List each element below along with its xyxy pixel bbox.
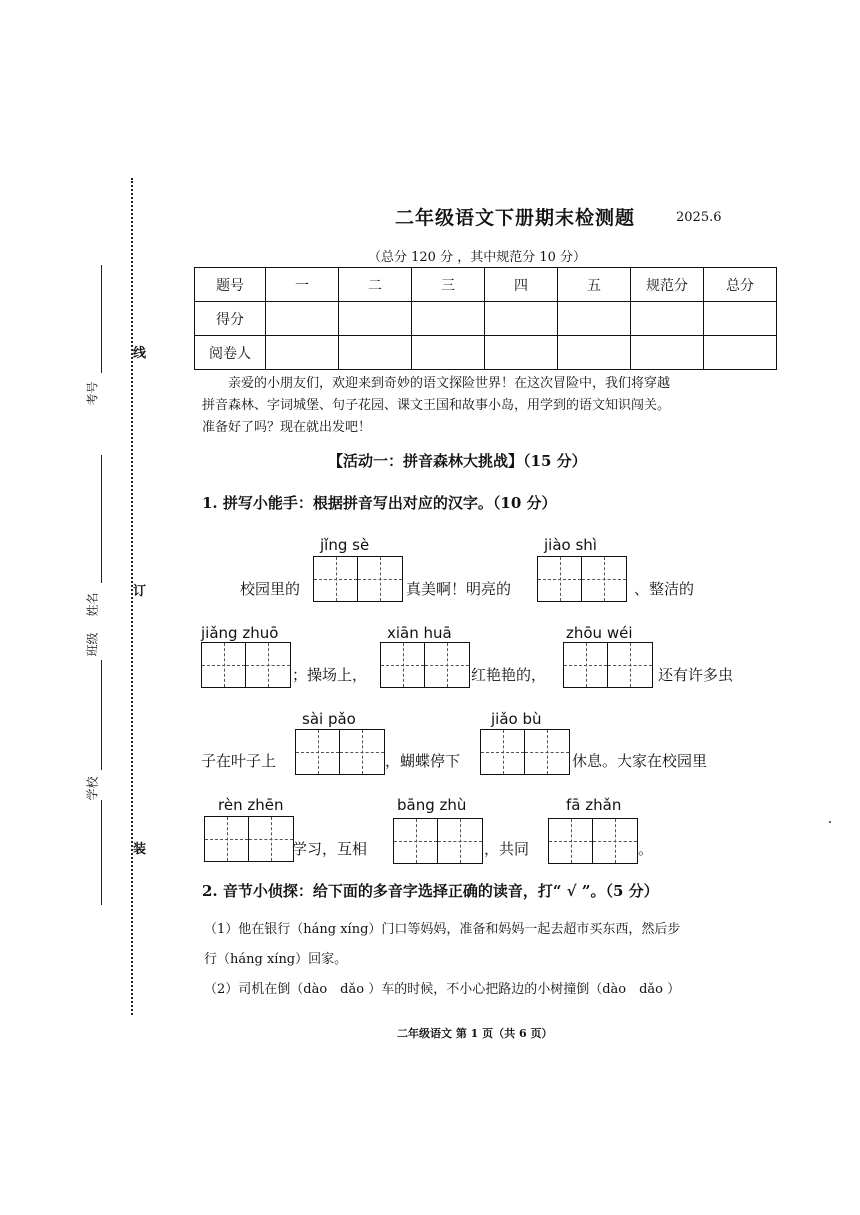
grader-cell[interactable]: [558, 336, 631, 370]
exam-number-field[interactable]: [101, 265, 102, 373]
intro-line: 亲爱的小朋友们，欢迎来到奇妙的语文探险世界！在这次冒险中，我们将穿越: [228, 376, 671, 391]
answer-grid-zhouwei[interactable]: [563, 642, 653, 688]
sentence-text: 还有许多虫: [658, 666, 734, 684]
sentence-text: ；操场上，: [292, 666, 368, 684]
class-field[interactable]: [101, 660, 102, 770]
pinyin-label: jiǎng zhuō: [201, 624, 279, 642]
answer-grid-xianhua[interactable]: [380, 642, 470, 688]
question-2-title: 2. 音节小侦探：给下面的多音字选择正确的读音，打“ √ ”。（5 分）: [202, 882, 659, 900]
score-cell[interactable]: [412, 302, 485, 336]
score-table-header-row: [195, 268, 777, 302]
school-label: 学校: [85, 776, 100, 801]
table-header-cell: 题号: [195, 268, 266, 302]
binding-mark-zhuang: 装: [133, 842, 147, 857]
scan-speck: [829, 821, 831, 823]
score-table-row: [195, 302, 777, 336]
grader-cell[interactable]: [266, 336, 339, 370]
table-header-cell: 四: [485, 268, 558, 302]
grader-cell[interactable]: [485, 336, 558, 370]
sentence-text: 休息。大家在校园里: [572, 752, 708, 770]
question-2-item-2: （2）司机在倒（dào dǎo ）车的时候，不小心把路边的小树撞倒（dào dǎo ）: [204, 982, 681, 997]
grader-cell[interactable]: [704, 336, 777, 370]
score-cell[interactable]: [704, 302, 777, 336]
answer-grid-fazhan[interactable]: [548, 818, 638, 864]
answer-grid-jiaobu[interactable]: [480, 729, 570, 775]
sentence-text: 学习，互相: [292, 840, 368, 858]
pinyin-label: xiān huā: [387, 624, 452, 642]
pinyin-label: jiǎo bù: [491, 710, 542, 728]
answer-grid-bangzhu[interactable]: [393, 818, 483, 864]
sentence-text: 子在叶子上: [201, 752, 277, 770]
answer-grid-jiaoshi[interactable]: [537, 556, 627, 602]
pinyin-label: sài pǎo: [302, 710, 356, 728]
score-cell[interactable]: [485, 302, 558, 336]
sentence-text: 红艳艳的，: [471, 666, 547, 684]
binding-mark-ding: 订: [133, 584, 147, 599]
grader-cell[interactable]: [631, 336, 704, 370]
pinyin-label: fā zhǎn: [566, 796, 622, 814]
question-2-item-1: （1）他在银行（háng xíng）门口等妈妈，准备和妈妈一起去超市买东西，然后步: [204, 922, 681, 937]
table-header-cell: 二: [339, 268, 412, 302]
table-header-cell: 三: [412, 268, 485, 302]
question-2-item-1-cont: 行（háng xíng）回家。: [204, 952, 348, 967]
table-header-cell: 一: [266, 268, 339, 302]
pinyin-label: bāng zhù: [397, 796, 467, 814]
answer-grid-saipao[interactable]: [295, 729, 385, 775]
pinyin-label: jiào shì: [544, 536, 597, 554]
score-cell[interactable]: [558, 302, 631, 336]
page-footer: 二年级语文 第 1 页（共 6 页）: [397, 1027, 553, 1040]
grader-cell[interactable]: [339, 336, 412, 370]
exam-number-label: 考号: [85, 381, 100, 406]
sentence-text: ，蝴蝶停下: [385, 752, 461, 770]
score-subtitle: （总分 120 分 ，其中规范分 10 分）: [368, 250, 587, 265]
table-header-cell: 总分: [704, 268, 777, 302]
sentence-text: ，共同: [484, 840, 530, 858]
exam-date: 2025.6: [676, 210, 722, 225]
grader-cell[interactable]: [412, 336, 485, 370]
school-field[interactable]: [101, 800, 102, 905]
binding-mark-xian: 线: [133, 346, 147, 361]
pinyin-label: jǐng sè: [320, 536, 370, 554]
sentence-text: 、整洁的: [634, 580, 695, 598]
score-table-row: [195, 336, 777, 370]
table-header-cell: 规范分: [631, 268, 704, 302]
sentence-text: 校园里的: [240, 580, 301, 598]
score-table: [194, 267, 777, 370]
score-cell[interactable]: [339, 302, 412, 336]
pinyin-label: zhōu wéi: [566, 624, 633, 642]
section-title: 【活动一：拼音森林大挑战】（15 分）: [328, 452, 587, 470]
pinyin-label: rèn zhēn: [218, 796, 284, 814]
intro-line: 准备好了吗？现在就出发吧！: [202, 420, 372, 435]
intro-line: 拼音森林、字词城堡、句子花园、课文王国和故事小岛，用学到的语文知识闯关。: [202, 398, 671, 413]
answer-grid-jiangzhuo[interactable]: [201, 642, 291, 688]
answer-grid-jingse[interactable]: [313, 556, 403, 602]
question-1-title: 1. 拼写小能手：根据拼音写出对应的汉字。（10 分）: [202, 494, 557, 512]
page-title: 二年级语文下册期末检测题: [395, 207, 636, 229]
class-label: 班级: [85, 632, 100, 657]
sentence-text: 。: [638, 840, 654, 858]
row-label: 阅卷人: [195, 336, 266, 370]
score-cell[interactable]: [266, 302, 339, 336]
score-cell[interactable]: [631, 302, 704, 336]
name-label: 姓名: [85, 592, 100, 617]
sentence-text: 真美啊！明亮的: [406, 580, 512, 598]
row-label: 得分: [195, 302, 266, 336]
table-header-cell: 五: [558, 268, 631, 302]
intro-paragraph: [202, 373, 787, 439]
answer-grid-renzhen[interactable]: [204, 816, 294, 862]
name-field[interactable]: [101, 455, 102, 583]
